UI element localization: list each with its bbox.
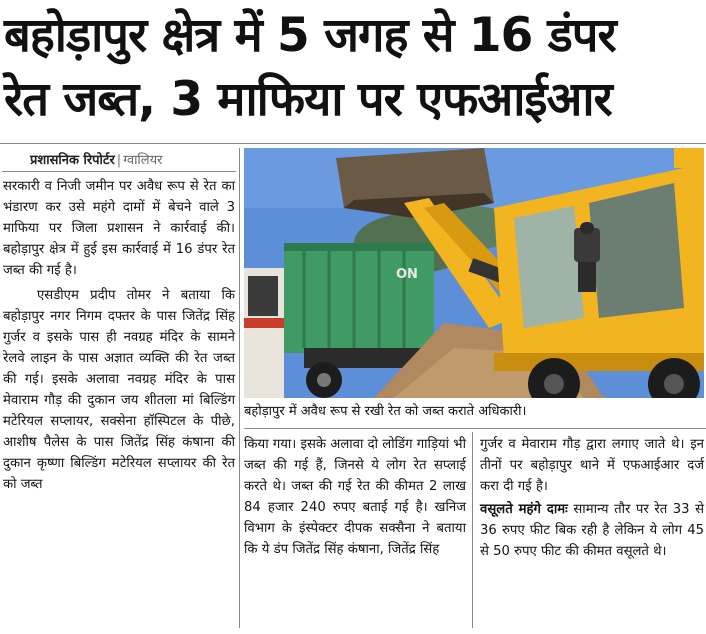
column-3 bbox=[480, 434, 704, 562]
column-2 bbox=[244, 434, 466, 560]
loader-truck-illustration bbox=[244, 148, 704, 398]
headline-line-2: रेत जब्त, 3 माफिया पर एफआईआर bbox=[4, 72, 612, 127]
paragraph-fir: गुर्जर व मेवाराम गौड़ द्वारा लगाए जाते थे। इन तीनों पर बहोड़ापुर थाने में एफआईआर दर्ज करा दी गई है। bbox=[480, 437, 704, 494]
headline-divider bbox=[0, 143, 706, 144]
byline-separator: | bbox=[116, 153, 122, 168]
column-1 bbox=[3, 176, 235, 495]
reporter-name: प्रशासनिक रिपोर्टर bbox=[30, 153, 115, 168]
byline-underline bbox=[2, 171, 236, 172]
headline-line-1: बहोड़ापुर क्षेत्र में 5 जगह से 16 डंपर bbox=[4, 8, 616, 63]
news-photo bbox=[244, 148, 704, 398]
paragraph-intro: सरकारी व निजी जमीन पर अवैध रूप से रेत का भंडारण कर उसे महंगे दामों में बेचने वाले 3 माफिया पर जिला प्रशासन ने कार्रवाई की। बहोड़ापुर क्षेत्र में हुई इस कार्रवाई में 16 डंपर रेत जब्त की गई है। bbox=[3, 179, 235, 278]
column-divider-1 bbox=[239, 148, 240, 628]
caption-underline bbox=[244, 428, 706, 429]
byline bbox=[30, 150, 162, 168]
column-divider-2 bbox=[472, 432, 473, 628]
dateline-place: ग्वालियर bbox=[123, 153, 163, 168]
subhead-prices: वसूलते महंगे दामः bbox=[480, 502, 568, 517]
photo-caption: बहोड़ापुर में अवैध रूप से रखी रेत को जब्त कराते अधिकारी। bbox=[244, 404, 527, 419]
paragraph-prices-text: सामान्य तौर पर रेत 33 से 36 रुपए फीट बिक रही है लेकिन ये लोग 45 से 50 रुपए फीट की कीमत वसूलते थे। bbox=[480, 502, 704, 559]
paragraph-continued: किया गया। इसके अलावा दो लोडिंग गाड़ियां भी जब्त की गई हैं, जिनसे ये लोग रेत सप्लाई करते थे। जब्त की गई रेत की कीमत 2 लाख 84 हजार 240 रुपए बताई गई है। खनिज विभाग के इंस्पेक्टर दीपक सक्सैना ने बताया कि ये डंप जितेंद्र सिंह कंषाना, जितेंद्र सिंह bbox=[244, 437, 466, 557]
paragraph-sdm: एसडीएम प्रदीप तोमर ने बताया कि बहोड़ापुर नगर निगम दफ्तर के पास जितेंद्र सिंह गुर्जर व इसके पास ही नवग्रह मंदिर के सामने रेलवे लाइन के पास अज्ञात व्यक्ति की रेत जब्त की गई। इसके अलावा नवग्रह मंदिर के पास मेवाराम गौड़ की दुकान जय शीतला मां बिल्डिंग मटेरियल सप्लायर, सक्सेना हॉस्पिटल के पीछे, आशीष पैलेस के पास जितेंद्र सिंह कंषाना की दुकान कृष्णा बिल्डिंग मटेरियल सप्लायर की रेत को जब्त bbox=[3, 288, 235, 492]
paragraph-prices bbox=[480, 499, 704, 562]
truck-marking: ON bbox=[396, 267, 418, 282]
